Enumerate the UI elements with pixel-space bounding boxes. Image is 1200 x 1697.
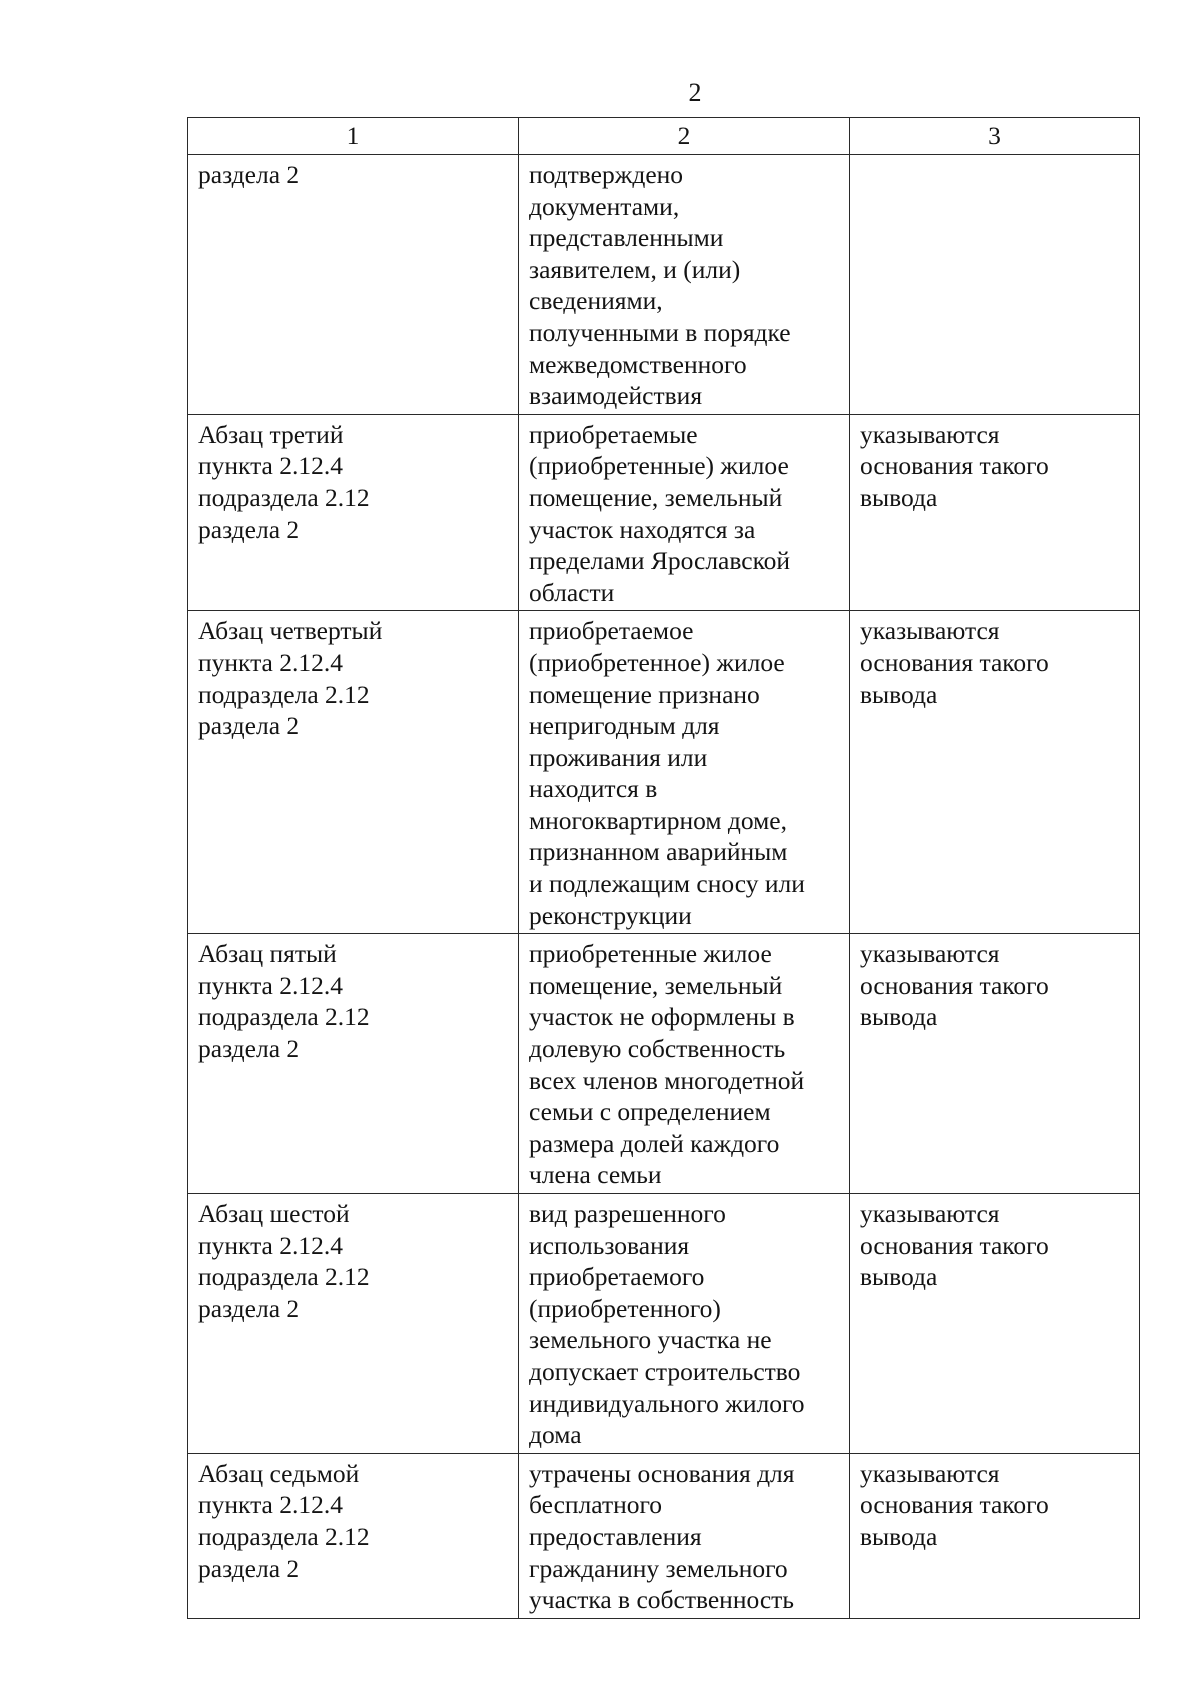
reference-cell: Абзац пятый пункта 2.12.4 подраздела 2.12 раздела 2: [188, 934, 519, 1194]
table-row: [188, 414, 1140, 611]
note-cell: указываются основания такого вывода: [850, 934, 1140, 1194]
table-row: [188, 1453, 1140, 1618]
reference-cell: Абзац шестой пункта 2.12.4 подраздела 2.12 раздела 2: [188, 1194, 519, 1454]
condition-cell: приобретаемое (приобретенное) жилое помещение признано непригодным для проживания или находится в многоквартирном доме, признанном аварийным и подлежащим сносу или реконструкции: [519, 611, 850, 934]
table-header-row: [188, 118, 1140, 155]
condition-cell: утрачены основания для бесплатного предоставления гражданину земельного участка в собственность: [519, 1453, 850, 1618]
note-cell: указываются основания такого вывода: [850, 1453, 1140, 1618]
page-number: 2: [688, 78, 702, 107]
condition-cell: приобретенные жилое помещение, земельный участок не оформлены в долевую собственность всех членов многодетной семьи с определением размера долей каждого члена семьи: [519, 934, 850, 1194]
note-cell: указываются основания такого вывода: [850, 1194, 1140, 1454]
column-header-3: 3: [850, 118, 1140, 155]
table-row: [188, 155, 1140, 415]
reference-cell: Абзац четвертый пункта 2.12.4 подраздела 2.12 раздела 2: [188, 611, 519, 934]
table-row: [188, 1194, 1140, 1454]
condition-cell: подтверждено документами, представленными заявителем, и (или) сведениями, полученными в порядке межведомственного взаимодействия: [519, 155, 850, 415]
table-row: [188, 934, 1140, 1194]
document-table: [187, 117, 1140, 1619]
note-cell: указываются основания такого вывода: [850, 414, 1140, 611]
reference-cell: Абзац третий пункта 2.12.4 подраздела 2.12 раздела 2: [188, 414, 519, 611]
condition-cell: приобретаемые (приобретенные) жилое помещение, земельный участок находятся за пределами Ярославской области: [519, 414, 850, 611]
column-header-1: 1: [188, 118, 519, 155]
table-row: [188, 611, 1140, 934]
column-header-2: 2: [519, 118, 850, 155]
note-cell: [850, 155, 1140, 415]
condition-cell: вид разрешенного использования приобретаемого (приобретенного) земельного участка не допускает строительство индивидуального жилого дома: [519, 1194, 850, 1454]
reference-cell: Абзац седьмой пункта 2.12.4 подраздела 2.12 раздела 2: [188, 1453, 519, 1618]
reference-cell: раздела 2: [188, 155, 519, 415]
note-cell: указываются основания такого вывода: [850, 611, 1140, 934]
